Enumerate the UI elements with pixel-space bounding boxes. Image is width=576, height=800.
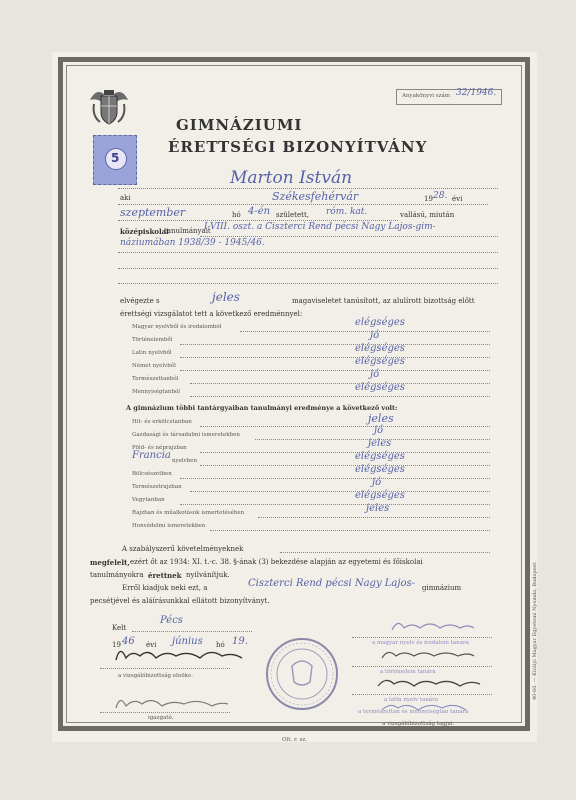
place: Pécs bbox=[160, 615, 183, 626]
subject-rule bbox=[210, 530, 490, 531]
member-caption: a latin nyelv tanára bbox=[384, 697, 439, 703]
subject-label: Föld- és néprajzban bbox=[132, 445, 187, 451]
subject-label: Latin nyelvből bbox=[132, 350, 172, 356]
birth-day: 4-én bbox=[248, 206, 271, 217]
subject-grade: elégséges bbox=[355, 356, 405, 367]
subject-grade: elégséges bbox=[355, 343, 405, 354]
subject-grade: jeles bbox=[366, 503, 390, 514]
subject-grade: jó bbox=[370, 330, 380, 341]
school-name-handwritten: Ciszterci Rend pécsi Nagy Lajos- bbox=[248, 578, 416, 589]
subject-rule bbox=[190, 383, 490, 384]
birth-year-evi: évi bbox=[452, 195, 463, 203]
member-caption: a magyar nyelv és irodalom tanára bbox=[372, 640, 469, 646]
aki-label: aki bbox=[120, 194, 131, 202]
date-month: június bbox=[172, 636, 203, 647]
conclusion-erettnek: érettnek bbox=[148, 571, 182, 580]
subject-grade: elégséges bbox=[355, 382, 405, 393]
conduct-text: magaviseletet tanúsított, az alulírott bizottság előtt bbox=[292, 297, 475, 305]
director-label: igazgató. bbox=[148, 715, 174, 721]
member-caption: a történelem tanára bbox=[380, 669, 436, 675]
subject-grade: jeles bbox=[368, 412, 394, 425]
register-number-label: Anyakönyvi szám bbox=[402, 93, 451, 99]
ho-label: hó bbox=[232, 211, 241, 219]
subject-rule bbox=[180, 357, 490, 358]
subject-label: Német nyelvből bbox=[132, 363, 176, 369]
subject-rule bbox=[180, 504, 490, 505]
birth-month: szeptember bbox=[120, 206, 186, 219]
studies-line-2-rule bbox=[118, 252, 498, 253]
member-signature-rule bbox=[352, 666, 492, 667]
subject-rule bbox=[200, 426, 490, 427]
subject-label: Hit- és erkölcstanban bbox=[132, 419, 192, 425]
studies-line-2: náziumában 1938/39 - 1945/46. bbox=[120, 238, 265, 248]
birth-year: 28. bbox=[433, 191, 448, 201]
subject-rule bbox=[200, 465, 490, 466]
blank-line-2 bbox=[118, 283, 498, 284]
student-name: Marton István bbox=[230, 168, 353, 188]
subject-label: Bölcsészetben bbox=[132, 471, 172, 477]
subject-label: Gazdasági és társadalmi ismeretekben bbox=[132, 432, 240, 438]
member-caption: a természettan és mennyiségtan tanára bbox=[358, 709, 469, 715]
title-line-2: ÉRETTSÉGI BIZONYÍTVÁNY bbox=[168, 138, 428, 156]
director-signature-rule bbox=[100, 712, 230, 713]
subject-label: Történelemből bbox=[132, 337, 173, 343]
month-line bbox=[118, 220, 398, 221]
vallasu-label: vallású, miután bbox=[400, 211, 455, 219]
conclusion-line-3-end: nyilvánítjuk. bbox=[186, 571, 230, 579]
conclusion-line-4-start: Erről kiadjuk neki ezt, a bbox=[122, 584, 208, 592]
chair-signature-rule bbox=[100, 668, 230, 669]
subject-grade: jeles bbox=[368, 438, 392, 449]
conclusion-line-2: ezért őt az 1934: XI. t.-c. 38. §-ának (3) bekezdése alapján az egyetemi és főiskolai bbox=[130, 558, 423, 566]
conclusion-line-1-rule bbox=[280, 552, 490, 553]
other-subjects-heading: A gimnázium többi tantárgyaiban tanulmányi eredménye a következő volt: bbox=[126, 404, 398, 412]
subject-rule bbox=[180, 370, 490, 371]
studies-line-1: I-VIII. oszt. a Ciszterci Rend pécsi Nagy Lajos-gim- bbox=[204, 222, 436, 232]
subject-rule bbox=[240, 331, 490, 332]
blank-line-1 bbox=[118, 268, 498, 269]
member-signature bbox=[378, 646, 478, 664]
intro-line-2: érettségi vizsgálatot tett a következő eredménnyel: bbox=[120, 310, 303, 318]
form-code: Olt. r. sz. bbox=[282, 737, 307, 743]
chair-signature bbox=[110, 640, 250, 668]
date-evi-label: évi bbox=[146, 641, 157, 649]
conduct-grade: jeles bbox=[212, 290, 240, 304]
birthplace: Székesfehérvár bbox=[272, 190, 359, 203]
school-seal-icon bbox=[264, 636, 340, 712]
conclusion-line-3-start: tanulmányokra bbox=[90, 571, 144, 579]
subject-grade: jó bbox=[372, 477, 382, 488]
subject-grade: elégséges bbox=[355, 451, 405, 462]
stamp-value: 5 bbox=[111, 151, 120, 165]
revenue-stamp bbox=[93, 135, 137, 185]
subject-label: Természetrajzban bbox=[132, 484, 182, 490]
subject-rule bbox=[180, 478, 490, 479]
chair-label: a vizsgálóbizottság elnöke. bbox=[118, 673, 193, 679]
register-number-value: 32/1946. bbox=[456, 88, 497, 98]
name-line bbox=[118, 188, 498, 189]
date-year: 46 bbox=[122, 636, 135, 647]
member-signature bbox=[374, 674, 484, 692]
szuletett-label: született, bbox=[276, 211, 309, 219]
subject-rule bbox=[200, 452, 490, 453]
subject-grade: jó bbox=[374, 425, 384, 436]
language-name: Francia bbox=[132, 450, 171, 461]
subject-label: Mennyiségtanból bbox=[132, 389, 181, 395]
subject-grade: jó bbox=[370, 369, 380, 380]
place-rule bbox=[132, 631, 252, 632]
member-signature bbox=[388, 616, 478, 636]
director-signature bbox=[112, 690, 232, 714]
religion: róm. kat. bbox=[326, 207, 368, 217]
subject-rule bbox=[258, 517, 490, 518]
conclusion-megfelelt: megfelelt, bbox=[90, 558, 130, 567]
kelt-label: Kelt bbox=[112, 624, 127, 632]
subject-grade: elégséges bbox=[355, 464, 405, 475]
subject-label: nyelvben bbox=[172, 458, 198, 464]
subject-rule bbox=[190, 491, 490, 492]
member-label: a vizsgálóbizottság tagjai. bbox=[382, 721, 455, 727]
printer-text: 40-60. — Királyi Magyar Egyetemi Nyomda, Budapest. bbox=[532, 561, 538, 700]
coat-of-arms-icon bbox=[86, 86, 132, 128]
studies-line-1-rule bbox=[200, 236, 498, 237]
elvegezte-label: elvégezte s bbox=[120, 297, 160, 305]
subject-rule bbox=[180, 344, 490, 345]
subject-grade: elégséges bbox=[355, 490, 405, 501]
subject-rule bbox=[190, 396, 490, 397]
member-signature-rule bbox=[352, 694, 492, 695]
birth-year-prefix: 19 bbox=[424, 195, 433, 203]
member-signature-rule bbox=[352, 637, 492, 638]
subject-label: Rajzban és műalkotások ismertetésében bbox=[132, 510, 245, 516]
subject-grade: elégséges bbox=[355, 317, 405, 328]
conclusion-line-1: A szabályszerű követelményeknek bbox=[122, 545, 244, 553]
birth-line bbox=[118, 204, 488, 205]
subject-label: Természettanból bbox=[132, 376, 179, 382]
tanulmanyait-label: tanulmányait bbox=[164, 227, 211, 235]
subject-label: Magyar nyelvből és irodalomból bbox=[132, 324, 222, 330]
conclusion-line-4-end: gimnázium bbox=[422, 584, 462, 592]
title-line-1: GIMNÁZIUMI bbox=[176, 116, 303, 134]
date-day: 19. bbox=[232, 636, 248, 647]
kozepiskolai-label: középiskolai bbox=[120, 227, 169, 236]
conclusion-line-5: pecsétjével és aláírásunkkal ellátott bizonyítványt. bbox=[90, 597, 270, 605]
date-year-prefix: 19 bbox=[112, 641, 121, 649]
subject-label: Vegytanban bbox=[132, 497, 165, 503]
date-ho-label: hó bbox=[216, 641, 225, 649]
subject-label: Honvédelmi ismeretekben bbox=[132, 523, 206, 529]
